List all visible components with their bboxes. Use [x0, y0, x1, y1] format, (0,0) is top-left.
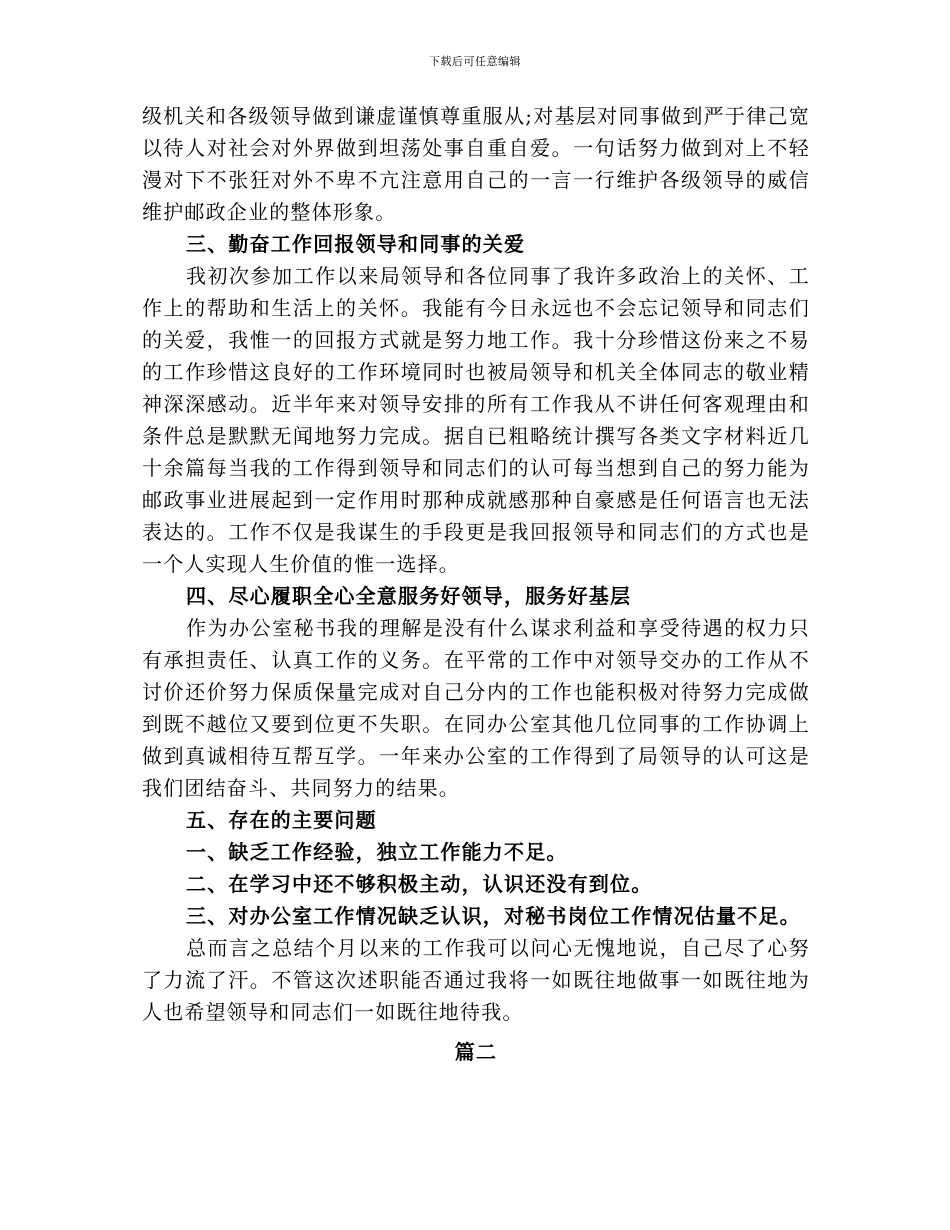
paragraph-section-3: 我初次参加工作以来局领导和各位同事了我许多政治上的关怀、工作上的帮助和生活上的关怀。我能有今日永远也不会忘记领导和同志们的关爱，我惟一的回报方式就是努力地工作。我十分珍惜这份来之不易的工作珍惜这良好的工作环境同时也被局领导和机关全体同志的敬业精神深深感动。近半年来对领导安排的所有工作我从不讲任何客观理由和条件总是默默无闻地努力完成。据自已粗略统计撰写各类文字材料近几十余篇每当我的工作得到领导和同志们的认可每当想到自己的努力能为邮政事业进展起到一定作用时那种成就感那种自豪感是任何语言也无法表达的。工作不仅是我谋生的手段更是我回报领导和同志们的方式也是一个人实现人生价值的惟一选择。: [142, 264, 810, 576]
problem-item-3: 三、对办公室工作情况缺乏认识，对秘书岗位工作情况估量不足。: [186, 904, 801, 928]
paragraph-conclusion: 总而言之总结个月以来的工作我可以问心无愧地说，自己尽了心努了力流了汗。不管这次述职能否通过我将一如既往地做事一如既往地为人也希望领导和同志们一如既往地待我。: [142, 936, 810, 1024]
paragraph-continuation: 级机关和各级领导做到谦虚谨慎尊重服从;对基层对同事做到严于律己宽以待人对社会对外界做到坦荡处事自重自爱。一句话努力做到对上不轻漫对下不张狂对外不卑不亢注意用自己的一言一行维护各级领导的威信维护邮政企业的整体形象。: [142, 104, 810, 224]
section-title: 篇二: [454, 1040, 498, 1064]
problem-item-1: 一、缺乏工作经验，独立工作能力不足。: [186, 840, 568, 864]
heading-section-5: 五、存在的主要问题: [186, 808, 377, 832]
heading-section-4: 四、尽心履职全心全意服务好领导，服务好基层: [186, 584, 632, 608]
problem-item-2: 二、在学习中还不够积极主动，认识还没有到位。: [186, 872, 653, 896]
heading-section-3: 三、勤奋工作回报领导和同事的关爱: [186, 232, 526, 256]
page-header: 下载后可任意编辑: [429, 55, 521, 68]
document-body: [142, 100, 810, 1068]
paragraph-section-4: 作为办公室秘书我的理解是没有什么谋求利益和享受待遇的权力只有承担责任、认真工作的义务。在平常的工作中对领导交办的工作从不讨价还价努力保质保量完成对自己分内的工作也能积极对待努力完成做到既不越位又要到位更不失职。在同办公室其他几位同事的工作协调上做到真诚相待互帮互学。一年来办公室的工作得到了局领导的认可这是我们团结奋斗、共同努力的结果。: [142, 616, 810, 800]
